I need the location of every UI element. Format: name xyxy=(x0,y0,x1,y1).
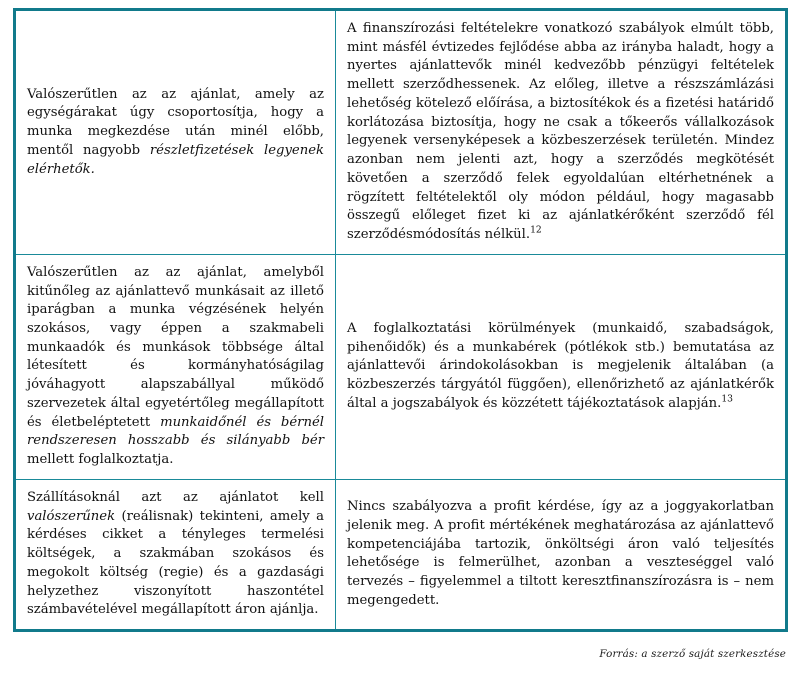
table-row xyxy=(16,11,785,254)
table-cell-left xyxy=(16,254,336,479)
comparison-table-container xyxy=(13,8,788,632)
table-cell-right xyxy=(336,254,785,479)
cell-paragraph xyxy=(27,264,324,470)
body-text: A finanszírozási feltételekre vonatkozó szabályok elmúlt több, mint másfél évtizedes fejlődése abba az irányba haladt, hogy a nyertes ajánlattevők minél kedvezőbb pénzügyi feltételek mellett szerződhessenek. Az előleg, illetve a részszámlázási lehetőség kötelező előírása, a biztosítékok és a fizetési határidő korlátozása biztosítja, hogy ne csak a tőkeerős vállalkozások legyenek versenyképesek a közbeszerzések területén. Mindez azonban nem jelenti azt, hogy a szerződés megkötését követően a szerződő felek egyoldalúan eltérhetnének a rögzített feltételektől oly módon például, hogy magasabb összegű előleget fizet ki az ajánlatkérőként szerződő fél szerződésmódosítás nélkül. xyxy=(347,21,774,243)
emphasized-text: valószerűnek xyxy=(27,508,116,524)
table-cell-left xyxy=(16,479,336,629)
emphasized-text: munkaidőnél és bérnél rendszeresen hosszabb és silányabb bér xyxy=(27,414,324,449)
body-text: Szállításoknál azt az ajánlatot kell xyxy=(27,489,324,505)
body-text: Valószerűtlen az az ajánlat, amely az egységárakat úgy csoportosítja, hogy a munka megkezdése után minél előbb, mentől nagyobb xyxy=(27,86,324,158)
body-text: mellett foglalkoztatja. xyxy=(27,452,174,468)
cell-paragraph xyxy=(347,20,774,245)
table-row xyxy=(16,254,785,479)
cell-paragraph xyxy=(347,498,774,610)
comparison-table xyxy=(13,8,788,632)
table-cell-left xyxy=(16,11,336,254)
body-text: Nincs szabályozva a profit kérdése, így az a joggyakorlatban jelenik meg. A profit mértékének meghatározása az ajánlattevő kompetenciájába tartozik, önköltségi áron való teljesítés lehetősége is felmerülhet, azonban a veszteséggel való tervezés – figyelemmel a tiltott keresztfinanszírozásra is – nem megengedett. xyxy=(347,499,774,608)
table-cell-right xyxy=(336,11,785,254)
emphasized-text: részletfizetések legyenek elérhetők. xyxy=(27,142,325,177)
table-cell-right xyxy=(336,479,785,629)
body-text: (reálisnak) tekinteni, amely a kérdéses cikket a tényleges termelési költségek, a szakmában szokásos és megokolt költség (regie) és a gazdasági helyzethez viszonyított haszontétel számbavételével megállapított áron ajánlja. xyxy=(27,508,324,618)
table-row xyxy=(16,479,785,629)
table-body xyxy=(16,11,785,629)
footnote-marker: 12 xyxy=(530,224,542,236)
body-text: A foglalkoztatási körülmények (munkaidő, szabadságok, pihenőidők) és a munkabérek (pótlékok stb.) bemutatása az ajánlattevői árindokolásokban is megjelenik általában (a közbeszerzés tárgyától függően), ellenőrizhető az ajánlatkérők által a jogszabályok és közzétett tájékoztatások alapján. xyxy=(347,321,774,411)
source-note: Forrás: a szerző saját szerkesztése xyxy=(599,648,786,660)
cell-paragraph xyxy=(27,489,324,620)
cell-paragraph xyxy=(347,320,774,414)
body-text: Valószerűtlen az az ajánlat, amelyből kitűnőleg az ajánlattevő munkásait az illető iparágban a munka végzésének helyén szokásos, vagy éppen a szakmabeli munkaadók és munkások többsége által létesített és kormányhatóságilag jóváhagyott alapszabállyal működő szervezetek által egyetértőleg megállapított és életbeléptetett xyxy=(27,264,324,430)
footnote-marker: 13 xyxy=(721,393,734,405)
cell-paragraph xyxy=(27,86,324,180)
